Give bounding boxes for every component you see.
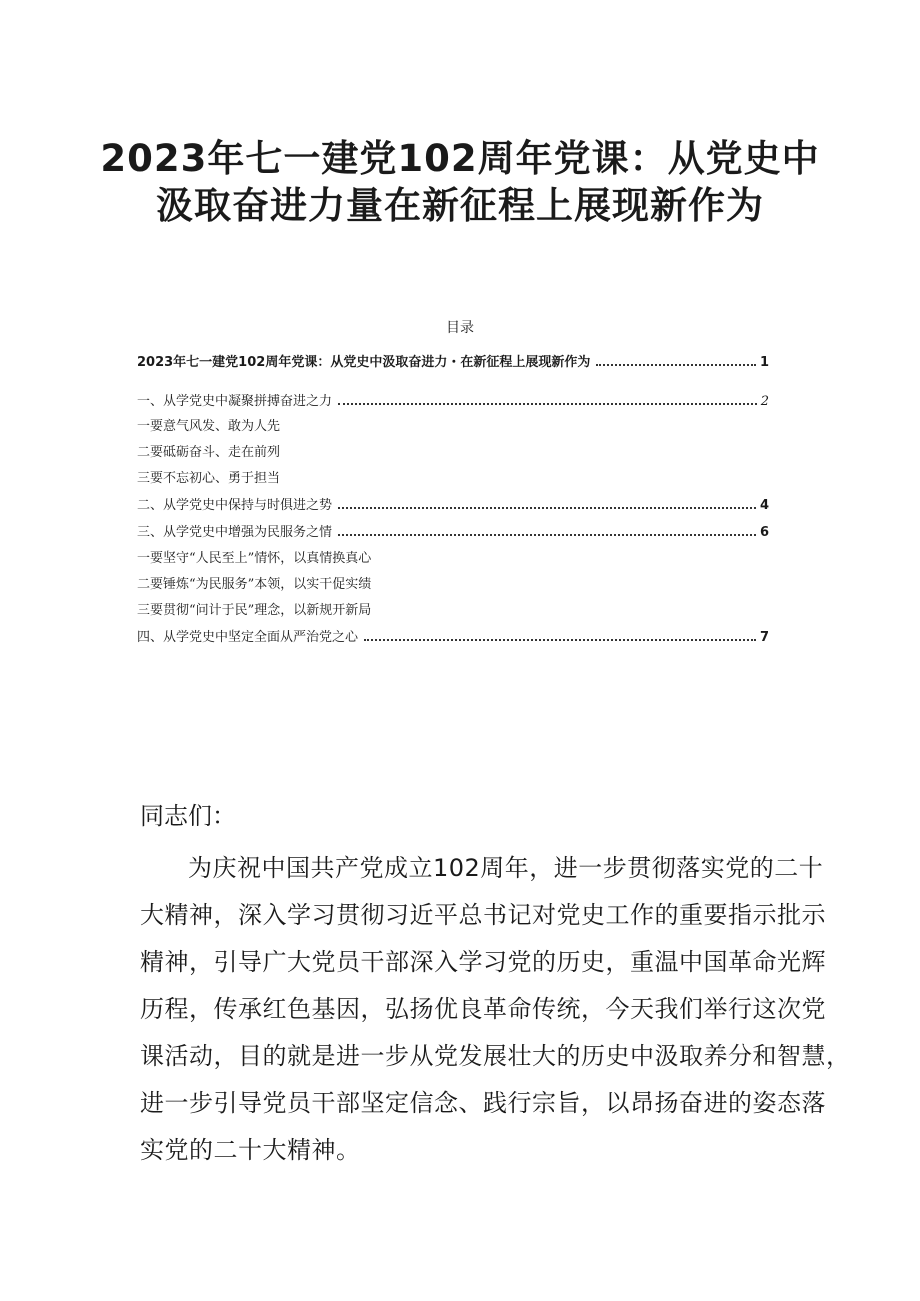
toc-entry-label: 一要坚守“人民至上”情怀，以真情换真心 xyxy=(137,551,372,566)
toc-entry-label: 2023年七一建党102周年党课：从党史中汲取奋进力・在新征程上展现新作为 xyxy=(137,355,591,370)
toc-entry[interactable] xyxy=(137,598,769,618)
toc-leader-dots xyxy=(338,403,757,405)
toc-page-number: 6 xyxy=(759,525,769,540)
toc-heading: 目录 xyxy=(446,320,474,336)
toc-entry-label: 四、从学党史中坚定全面从严治党之心 xyxy=(137,630,359,645)
toc-leader-dots xyxy=(338,507,756,509)
toc-entry[interactable] xyxy=(137,350,769,370)
paragraph-line: 为庆祝中国共产党成立102周年，进一步贯彻落实党的二十 xyxy=(188,854,824,882)
paragraph-line: 实党的二十大精神。 xyxy=(140,1136,361,1164)
toc-leader-dots xyxy=(364,639,756,641)
toc-entry-label: 三、从学党史中增强为民服务之情 xyxy=(137,525,333,540)
toc-entry[interactable] xyxy=(137,466,769,486)
toc-entry-label: 三要贯彻“问计于民”理念，以新规开新局 xyxy=(137,603,372,618)
toc-entry[interactable] xyxy=(137,520,769,540)
toc-leader-dots xyxy=(338,534,756,536)
toc-page-number: 2 xyxy=(760,394,769,409)
toc-entry[interactable] xyxy=(137,414,769,434)
paragraph-line: 大精神，深入学习贯彻习近平总书记对党史工作的重要指示批示 xyxy=(140,901,826,929)
toc-page-number: 4 xyxy=(759,498,769,513)
toc-entry[interactable] xyxy=(137,546,769,566)
toc-entry-label: 二、从学党史中保持与时俱进之势 xyxy=(137,498,333,513)
document-title-line-1: 2023年七一建党102周年党课：从党史中 xyxy=(100,137,820,180)
toc-entry[interactable] xyxy=(137,440,769,460)
toc-entry[interactable] xyxy=(137,572,769,592)
paragraph-line: 精神，引导广大党员干部深入学习党的历史，重温中国革命光辉 xyxy=(140,948,826,976)
toc-leader-dots xyxy=(596,364,756,366)
toc-page-number: 1 xyxy=(759,355,769,370)
toc-entry[interactable] xyxy=(137,493,769,513)
paragraph-line: 历程，传承红色基因，弘扬优良革命传统，今天我们举行这次党 xyxy=(140,995,826,1023)
toc-page-number: 7 xyxy=(759,630,769,645)
toc-entry-label: 三要不忘初心、勇于担当 xyxy=(137,471,281,486)
paragraph-line: 课活动，目的就是进一步从党发展壮大的历史中汲取养分和智慧， xyxy=(140,1042,851,1070)
toc-entry-label: 一、从学党史中凝聚拼搏奋进之力 xyxy=(137,394,333,409)
toc-entry-label: 二要砥砺奋斗、走在前列 xyxy=(137,445,281,460)
salutation: 同志们： xyxy=(140,802,236,830)
document-title-line-2: 汲取奋进力量在新征程上展现新作为 xyxy=(156,184,764,227)
toc-entry-label: 二要锤炼“为民服务”本领，以实干促实绩 xyxy=(137,577,372,592)
toc-entry-label: 一要意气风发、敢为人先 xyxy=(137,419,281,434)
toc-entry[interactable] xyxy=(137,389,769,409)
toc-entry[interactable] xyxy=(137,625,769,645)
paragraph-line: 进一步引导党员干部坚定信念、践行宗旨，以昂扬奋进的姿态落 xyxy=(140,1089,826,1117)
